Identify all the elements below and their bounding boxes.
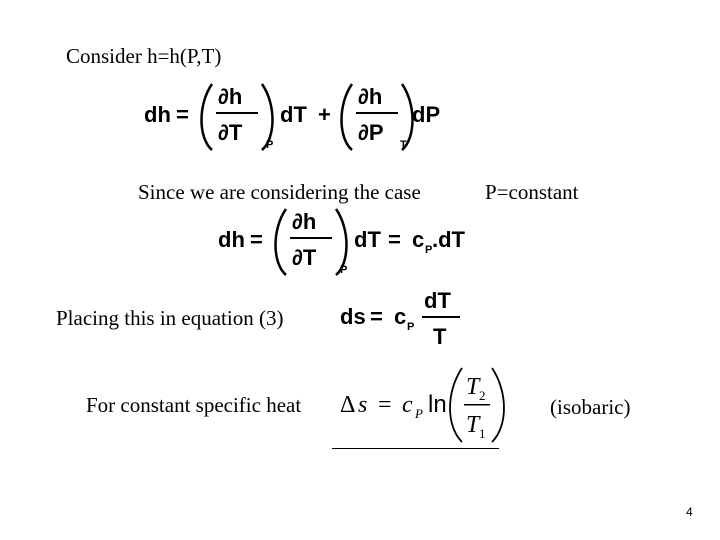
eq1-p1-num: ∂h	[218, 84, 243, 109]
eq4-delta: Δ	[340, 392, 356, 418]
statement-constant-specific-heat: For constant specific heat	[86, 393, 302, 417]
eq1-p1-bar	[216, 112, 258, 114]
eq2-sub: P	[340, 264, 348, 276]
eq1-p1-den: ∂T	[218, 120, 243, 145]
eq4-c-sub: P	[415, 406, 423, 421]
eq1-p2-bar	[356, 112, 398, 114]
eq4-c: c	[402, 392, 413, 418]
eq1-sub2: T	[400, 139, 407, 151]
eq4-num-sub: 2	[479, 388, 486, 403]
equation-dh-total	[140, 76, 440, 156]
label-isobaric: (isobaric)	[550, 395, 631, 419]
eq1-plus: +	[318, 102, 331, 127]
eq4-eq: =	[378, 392, 392, 418]
eq4-paren-open	[450, 368, 462, 442]
eq2-cp-c: c	[412, 227, 425, 252]
eq2-p-num: ∂h	[292, 209, 317, 234]
eq4-num-T: T	[466, 374, 480, 400]
eq2-eq: =	[250, 227, 263, 252]
statement-placing: Placing this in equation (3)	[56, 306, 284, 330]
eq2-eq2: =	[388, 227, 401, 252]
equation-ds	[338, 284, 468, 350]
eq2-lhs: dh	[218, 227, 245, 252]
statement-case: Since we are considering the case	[138, 180, 421, 204]
eq1-p2-den: ∂P	[358, 120, 384, 145]
eq4-paren-close	[492, 368, 504, 442]
eq1-paren-open-2	[342, 84, 353, 150]
eq2-end: .dT	[432, 227, 465, 252]
equation-delta-s-isobaric	[332, 364, 507, 454]
eq2-cp-sub: P	[425, 244, 433, 256]
eq2-p-den: ∂T	[292, 245, 317, 270]
eq3-cp-sub: P	[407, 321, 415, 333]
eq4-den-T: T	[466, 412, 480, 438]
eq3-bar	[422, 316, 460, 318]
eq3-lhs: ds	[340, 304, 366, 329]
eq2-p-bar	[290, 237, 332, 239]
eq4-underline	[332, 448, 499, 449]
eq3-den: T	[433, 324, 447, 349]
eq4-ln: ln	[428, 391, 447, 418]
statement-p-constant: P=constant	[485, 180, 579, 204]
eq4-den-sub: 1	[479, 426, 486, 441]
eq3-cp-c: c	[394, 304, 407, 329]
page-number: 4	[686, 505, 693, 519]
equation-dh-isobaric	[216, 205, 486, 280]
eq2-dT: dT	[354, 227, 381, 252]
eq4-s: s	[358, 392, 368, 418]
eq3-num: dT	[424, 288, 451, 313]
eq1-term2: dP	[412, 102, 440, 127]
eq1-p2-num: ∂h	[358, 84, 383, 109]
eq2-paren-open	[276, 209, 287, 275]
eq1-term1: dT	[280, 102, 307, 127]
eq1-paren-open-1	[202, 84, 213, 150]
statement-consider: Consider h=h(P,T)	[66, 44, 222, 68]
eq1-eq: =	[176, 102, 189, 127]
eq1-sub1: P	[266, 139, 274, 151]
eq1-lhs: dh	[144, 102, 171, 127]
eq4-bar	[464, 404, 490, 406]
eq3-eq: =	[370, 304, 383, 329]
